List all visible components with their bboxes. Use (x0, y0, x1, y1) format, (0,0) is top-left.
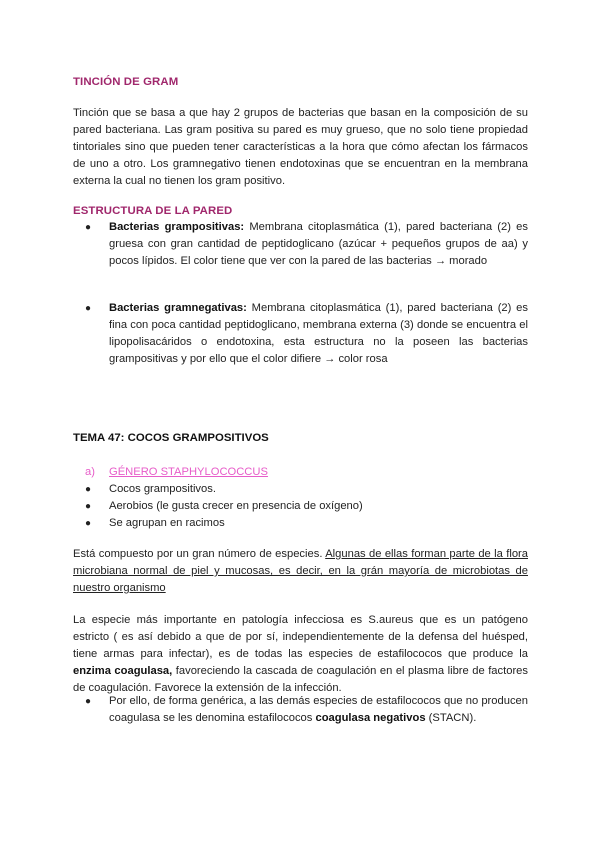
list-item (73, 219, 528, 270)
genero-list (73, 464, 528, 532)
pared-list-1 (73, 219, 528, 270)
list-item (73, 498, 528, 515)
compuesto-text: Está compuesto por un gran número de especies. (73, 548, 326, 560)
aureus-text-2: favoreciendo la cascada de coagulación en el plasma libre de factores de coagulación. Favorece la extensión de la infección. (73, 665, 528, 694)
bullet-text: Se agrupan en racimos (109, 517, 225, 529)
item-bold: Bacterias gramnegativas: (109, 302, 247, 314)
bullet-icon: ● (85, 222, 92, 233)
bullet-icon: ● (85, 518, 92, 529)
aureus-text: La especie más importante en patología infecciosa es S.aureus que es un patógeno estricto ( es así debido a que de por sí, independientemente de la defensa del huésped, tiene armas para infectar), es de todas las especies de estafilococos que produce la (73, 614, 528, 660)
pared-title: ESTRUCTURA DE LA PARED (73, 205, 233, 217)
gram-paragraph: Tinción que se basa a que hay 2 grupos de bacterias que basan en la composición de su pared bacteriana. Las gram positiva su pared es muy grueso, que no solo tiene propiedad tintoriales sino que pueden tener características a la hora que cómo afectan los fármacos de uno a otro. Los gramnegativo tienen endotoxinas que se encuentran en la membrana externa la cual no tienen los gram positivo. (73, 107, 528, 187)
bullet-icon: ● (85, 303, 92, 314)
bullet-text: Cocos grampositivos. (109, 483, 216, 495)
pared-list-2 (73, 300, 528, 368)
stacn-list (73, 693, 528, 727)
bullet-text: Aerobios (le gusta crecer en presencia de oxígeno) (109, 500, 363, 512)
compuesto-paragraph (73, 546, 528, 597)
gram-title: TINCIÓN DE GRAM (73, 76, 179, 88)
aureus-bold: enzima coagulasa, (73, 665, 173, 677)
stacn-text-2: (STACN). (425, 712, 477, 724)
list-item (73, 481, 528, 498)
genero-heading (73, 464, 528, 481)
item-bold: Bacterias grampositivas: (109, 221, 245, 233)
genero-link[interactable]: GÉNERO STAPHYLOCOCCUS (109, 466, 268, 478)
stacn-text: Por ello, de forma genérica, a las demás especies de estafilococos que no producen coagulasa se les denomina estafilococos (109, 695, 528, 724)
item-text: Membrana citoplasmática (1), pared bacteriana (2) es gruesa con gran cantidad de peptidoglicano (azúcar + pequeños grupos de aa) y pocos lípidos. El color tiene que ver con la pared de las bacterias → morado (109, 221, 528, 267)
aureus-paragraph (73, 612, 528, 697)
bullet-icon: ● (85, 484, 92, 495)
bullet-icon: ● (85, 696, 92, 707)
item-text: Membrana citoplasmática (1), pared bacteriana (2) es fina con poca cantidad peptidoglicano, membrana externa (3) donde se encuentra el lipopolisacáridos o endotoxina, esta estructura no la poseen las bacterias grampositivas y por ello que el color difiere → color rosa (109, 302, 528, 365)
compuesto-underlined: Algunas de ellas forman parte de la flora microbiana normal de piel y mucosas, es decir, en la grán mayoría de microbiotas de nuestro organismo (73, 548, 528, 594)
stacn-bold: coagulasa negativos (315, 712, 426, 724)
list-item (73, 693, 528, 727)
tema-title: TEMA 47: COCOS GRAMPOSITIVOS (73, 432, 269, 444)
list-marker: a) (85, 466, 95, 478)
list-item (73, 300, 528, 368)
bullet-icon: ● (85, 501, 92, 512)
list-item (73, 515, 528, 532)
